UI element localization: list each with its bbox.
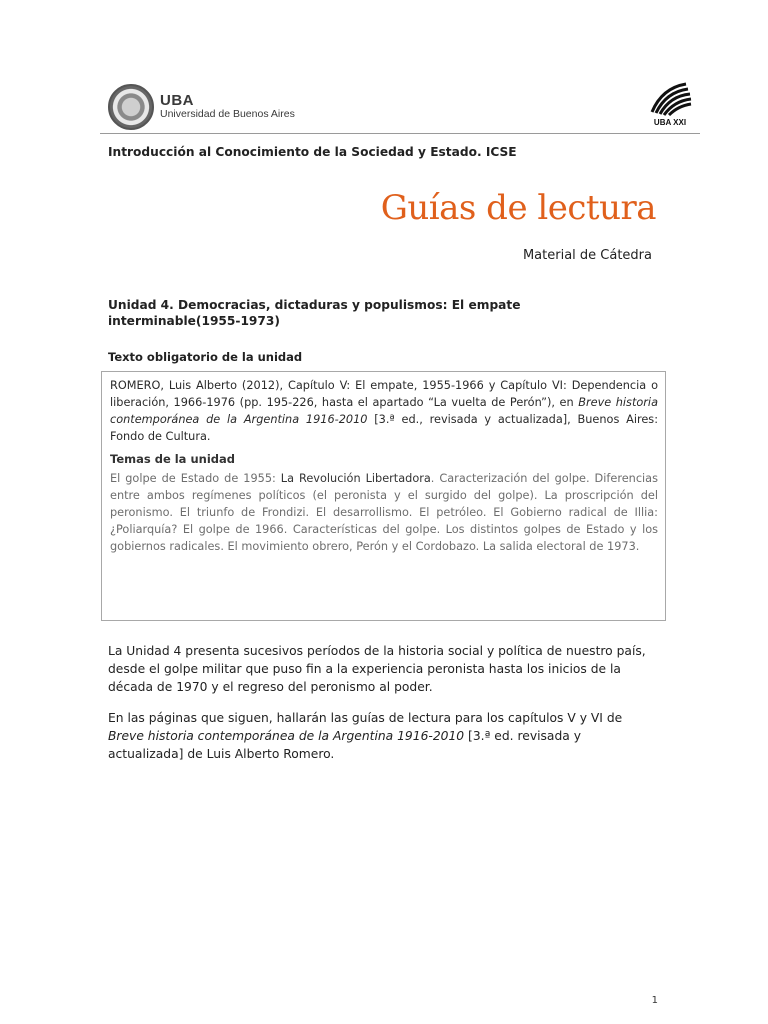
temas-text (110, 470, 658, 555)
page-header (108, 84, 700, 134)
uba-name: Universidad de Buenos Aires (160, 108, 295, 121)
temas-text-start: El golpe de Estado de 1955: (110, 472, 281, 485)
required-text-label: Texto obligatorio de la unidad (108, 350, 303, 364)
course-name: Introducción al Conocimiento de la Sociedad y Estado. ICSE (108, 145, 517, 159)
uba-seal-icon (108, 84, 154, 130)
guides-text: En las páginas que siguen, hallarán las guías de lectura para los capítulos V y VI de (108, 711, 623, 725)
unit-title: Unidad 4. Democracias, dictaduras y populismos: El empate interminable(1955-1973) (108, 298, 521, 328)
bibliographic-reference (110, 377, 658, 445)
uba-logo (108, 84, 295, 130)
temas-highlight: La Revolución Libertadora (280, 472, 431, 485)
page-number: 1 (651, 995, 658, 1006)
reference-text: ROMERO, Luis Alberto (2012), Capítulo V: El empate, 1955-1966 y Capítulo VI: Dependencia o liberación, 1966-1976 (pp. 195-226, hasta el apartado “La vuelta de Perón”), en (110, 379, 658, 409)
unit-info-box (101, 371, 666, 621)
intro-paragraph: La Unidad 4 presenta sucesivos períodos de la historia social y política de nuestro país, desde el golpe militar que puso fin a la experiencia peronista hasta los inicios de la década de 1970 y el regreso del peronismo al poder. (108, 644, 646, 694)
uba-xxi-stripes-icon (648, 82, 692, 116)
uba-acronym: UBA (160, 91, 194, 109)
guides-paragraph (108, 709, 648, 763)
uba-wordmark (160, 93, 295, 121)
uba-xxi-logo (644, 82, 696, 127)
temas-text-end: . Caracterización del golpe. Diferencias entre ambos regímenes políticos (el peronista y el surgido del golpe). La proscripción del peronismo. El triunfo de Frondizi. El desarrollismo. El petróleo. El Gobierno radical de Illia: ¿Poliarquía? El golpe de 1966. Características del golpe. Los distintos golpes de Estado y los gobiernos radicales. El movimiento obrero, Perón y el Cordobazo. La salida electoral de 1973. (110, 472, 658, 553)
uba-xxi-label: UBA XXI (653, 118, 687, 127)
page-title: Guías de lectura (380, 188, 656, 228)
guides-text-end: [3.ª ed. revisada y actualizada] de Luis Alberto Romero. (108, 729, 581, 761)
header-divider (100, 133, 700, 134)
reference-text-end: [3.ª ed., revisada y actualizada], Buenos Aires: Fondo de Cultura. (110, 413, 659, 443)
reference-book-title: Breve historia contemporánea de la Argentina 1916-2010 (110, 396, 658, 426)
guides-book-title: Breve historia contemporánea de la Argentina 1916-2010 (108, 729, 465, 743)
temas-label: Temas de la unidad (110, 452, 235, 466)
page-subtitle: Material de Cátedra (522, 248, 652, 263)
